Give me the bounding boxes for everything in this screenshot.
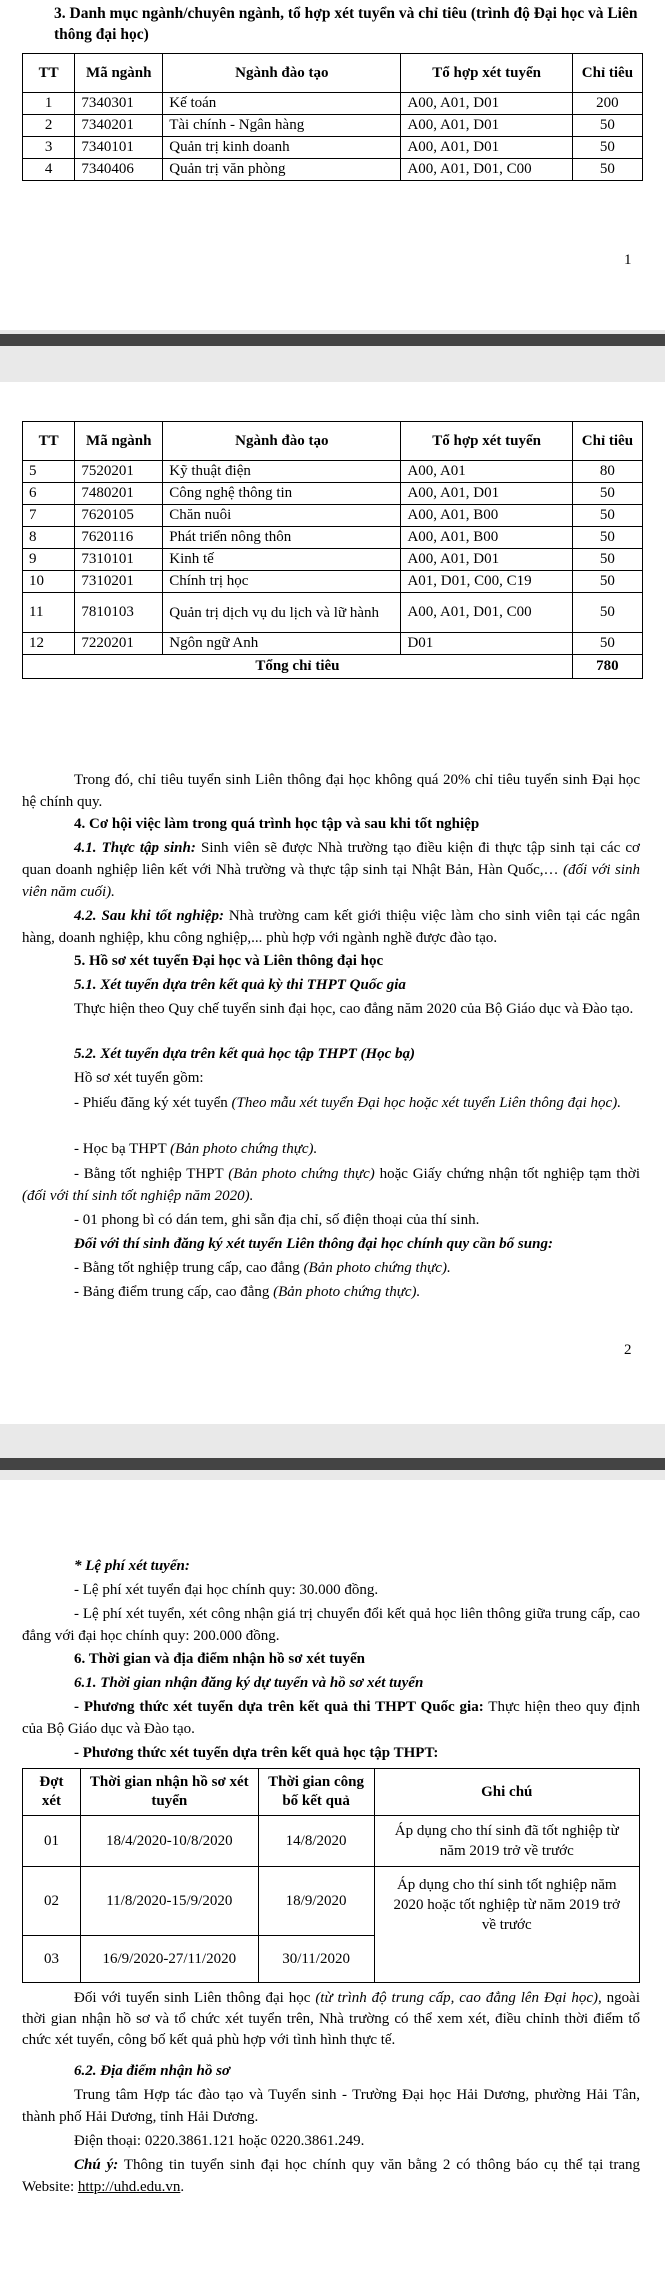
table-row xyxy=(23,93,643,115)
fee-title: * Lệ phí xét tuyển: xyxy=(74,1558,190,1574)
row-code: 7340101 xyxy=(75,137,163,159)
lien-thong-title: Đối với thí sinh đăng ký xét tuyển Liên thông đại học chính quy cần bổ sung: xyxy=(74,1236,553,1252)
majors-table-2 xyxy=(22,421,643,679)
row-major: Công nghệ thông tin xyxy=(163,483,401,505)
row-major: Chính trị học xyxy=(163,571,401,593)
section-5-2-intro: Hồ sơ xét tuyển gồm: xyxy=(74,1070,204,1086)
row-quota: 50 xyxy=(572,593,642,633)
col-chi-tieu: Chỉ tiêu xyxy=(572,54,642,93)
row-combo: A00, A01 xyxy=(401,461,572,483)
doc-item-3-italic-b: (đối với thí sinh tốt nghiệp năm 2020). xyxy=(22,1188,254,1204)
row-code: 7340406 xyxy=(75,159,163,181)
method-1-text: Thực hiện theo quy định của Bộ Giáo dục và Đào tạo. xyxy=(22,1699,640,1737)
row-quota: 50 xyxy=(572,115,642,137)
row-tt: 5 xyxy=(23,461,75,483)
row-major: Tài chính - Ngân hàng xyxy=(163,115,401,137)
col-ma-nganh: Mã ngành xyxy=(75,422,163,461)
doc-item-2 xyxy=(22,1138,640,1160)
row-combo: A00, A01, D01 xyxy=(401,137,572,159)
table-row xyxy=(23,633,643,655)
row-quota: 50 xyxy=(572,483,642,505)
row-code: 7520201 xyxy=(75,461,163,483)
row-combo: A00, A01, D01 xyxy=(401,549,572,571)
row-quota: 50 xyxy=(572,159,642,181)
col-chi-tieu: Chỉ tiêu xyxy=(572,422,642,461)
col-nganh: Ngành đào tạo xyxy=(163,422,401,461)
total-row xyxy=(23,655,643,679)
row-note: Áp dụng cho thí sinh đã tốt nghiệp từ năm 2019 trở về trước xyxy=(374,1816,639,1867)
section-3-heading: 3. Danh mục ngành/chuyên ngành, tổ hợp xét tuyển và chỉ tiêu (trình độ Đại học và Liên thông đại học) xyxy=(54,5,638,43)
quota-note xyxy=(22,769,640,813)
row-note: Áp dụng cho thí sinh tốt nghiệp năm 2020 hoặc tốt nghiệp từ năm 2019 trở về trước xyxy=(374,1867,639,1983)
chu-y-text: Thông tin tuyển sinh đại học chính quy văn bằng 2 có thông báo cụ thể tại trang Website: xyxy=(22,2157,640,2195)
section-4-2 xyxy=(22,905,640,949)
doc-item-3-text-b: hoặc Giấy chứng nhận tốt nghiệp tạm thời xyxy=(374,1166,641,1182)
row-major: Chăn nuôi xyxy=(163,505,401,527)
table-row xyxy=(23,571,643,593)
page-number: 2 xyxy=(624,1342,632,1358)
lt-item-1 xyxy=(22,1257,640,1279)
page-separator xyxy=(0,330,665,382)
lt-note-text-b: , ngoài thời gian nhận hồ sơ và tổ chức xét tuyển trên, Nhà trường có thể xem xét, điều chỉnh thời điểm tổ chức xét tuyển, công bố kết quả phù hợp với tình hình thực tế. xyxy=(22,1990,640,2048)
s41-text: Sinh viên sẽ được Nhà trường tạo điều kiện đi thực tập sinh tại các cơ quan doanh nghiệp liên kết với Nhà trường và thực tập sinh tại Nhật Bản, Hàn Quốc,… xyxy=(22,840,640,878)
doc-item-4: - 01 phong bì có dán tem, ghi sẵn địa chỉ, số điện thoại của thí sinh. xyxy=(74,1212,480,1228)
table-row xyxy=(23,115,643,137)
table-header-row xyxy=(23,422,643,461)
col-ghi-chu: Ghi chú xyxy=(374,1769,639,1816)
col-to-hop: Tổ hợp xét tuyển xyxy=(401,54,572,93)
row-code: 7810103 xyxy=(75,593,163,633)
doc-item-1-italic: (Theo mẫu xét tuyển Đại học hoặc xét tuyển Liên thông đại học). xyxy=(231,1095,621,1111)
row-round: 02 xyxy=(23,1867,81,1936)
s42-label: 4.2. Sau khi tốt nghiệp: xyxy=(74,908,224,924)
row-tt: 3 xyxy=(23,137,75,159)
table-row xyxy=(23,137,643,159)
row-tt: 6 xyxy=(23,483,75,505)
doc-item-2-italic: (Bản photo chứng thực). xyxy=(170,1141,318,1157)
row-quota: 200 xyxy=(572,93,642,115)
row-tt: 7 xyxy=(23,505,75,527)
row-receive-period: 11/8/2020-15/9/2020 xyxy=(80,1867,258,1936)
row-quota: 50 xyxy=(572,571,642,593)
row-code: 7310101 xyxy=(75,549,163,571)
section-4-title: 4. Cơ hội việc làm trong quá trình học tập và sau khi tốt nghiệp xyxy=(74,816,480,832)
section-5-1-text: Thực hiện theo Quy chế tuyển sinh đại học, cao đẳng năm 2020 của Bộ Giáo dục và Đào tạo. xyxy=(74,1001,634,1017)
row-major: Quản trị văn phòng xyxy=(163,159,401,181)
col-nganh: Ngành đào tạo xyxy=(163,54,401,93)
s41-label: 4.1. Thực tập sinh: xyxy=(74,840,196,856)
row-result-date: 18/9/2020 xyxy=(258,1867,374,1936)
lt-note-text-a: Đối với tuyển sinh Liên thông đại học xyxy=(74,1990,316,2006)
table-row xyxy=(23,593,643,633)
row-quota: 80 xyxy=(572,461,642,483)
row-combo: A00, A01, D01, C00 xyxy=(401,593,572,633)
row-result-date: 30/11/2020 xyxy=(258,1936,374,1983)
table-row xyxy=(23,505,643,527)
row-result-date: 14/8/2020 xyxy=(258,1816,374,1867)
row-quota: 50 xyxy=(572,137,642,159)
method-2-label: - Phương thức xét tuyển dựa trên kết quả học tập THPT: xyxy=(74,1745,439,1761)
row-major: Ngôn ngữ Anh xyxy=(163,633,401,655)
doc-item-1-text: - Phiếu đăng ký xét tuyển xyxy=(74,1095,232,1111)
doc-item-2-text: - Học bạ THPT xyxy=(74,1141,171,1157)
row-quota: 50 xyxy=(572,633,642,655)
schedule-row xyxy=(23,1816,640,1867)
col-thoi-gian-nhan: Thời gian nhận hồ sơ xét tuyển xyxy=(80,1769,258,1816)
row-major: Kỹ thuật điện xyxy=(163,461,401,483)
lt-note-italic: (từ trình độ trung cấp, cao đẳng lên Đại học) xyxy=(315,1990,599,2006)
row-tt: 2 xyxy=(23,115,75,137)
row-round: 03 xyxy=(23,1936,81,1983)
fee-item-2: - Lệ phí xét tuyển, xét công nhận giá trị chuyển đổi kết quả học liên thông giữa trung cấp, cao đẳng với đại học chính quy: 200.000 đồng. xyxy=(22,1606,640,1644)
row-tt: 1 xyxy=(23,93,75,115)
schedule-table xyxy=(22,1768,640,1983)
col-ma-nganh: Mã ngành xyxy=(75,54,163,93)
table-header-row xyxy=(23,54,643,93)
row-code: 7340301 xyxy=(75,93,163,115)
page-1 xyxy=(0,0,665,330)
col-tt: TT xyxy=(23,422,75,461)
row-code: 7620116 xyxy=(75,527,163,549)
row-major: Kế toán xyxy=(163,93,401,115)
address: Trung tâm Hợp tác đào tạo và Tuyển sinh - Trường Đại học Hải Dương, phường Hải Tân, thành phố Hải Dương, tỉnh Hải Dương. xyxy=(22,2087,640,2125)
row-code: 7220201 xyxy=(75,633,163,655)
row-combo: A00, A01, D01 xyxy=(401,93,572,115)
row-receive-period: 18/4/2020-10/8/2020 xyxy=(80,1816,258,1867)
section-6-1-title: 6.1. Thời gian nhận đăng ký dự tuyển và hồ sơ xét tuyển xyxy=(74,1675,424,1691)
row-quota: 50 xyxy=(572,527,642,549)
row-tt: 10 xyxy=(23,571,75,593)
page-separator xyxy=(0,1424,665,1480)
phone: Điện thoại: 0220.3861.121 hoặc 0220.3861.249. xyxy=(74,2133,365,2149)
row-combo: A00, A01, B00 xyxy=(401,527,572,549)
col-to-hop: Tổ hợp xét tuyển xyxy=(401,422,572,461)
s41-italic: (đối với sinh viên năm cuối). xyxy=(22,862,640,900)
row-major: Kinh tế xyxy=(163,549,401,571)
table-row xyxy=(23,483,643,505)
lt-item-2-text: - Bảng điểm trung cấp, cao đẳng xyxy=(74,1284,274,1300)
page-3 xyxy=(0,1480,665,2274)
schedule-row xyxy=(23,1867,640,1936)
section-6-2-title: 6.2. Địa điểm nhận hồ sơ xyxy=(74,2063,230,2079)
method-1 xyxy=(22,1696,640,1740)
doc-item-3 xyxy=(22,1163,640,1207)
row-receive-period: 16/9/2020-27/11/2020 xyxy=(80,1936,258,1983)
col-tt: TT xyxy=(23,54,75,93)
section-6-title: 6. Thời gian và địa điểm nhận hồ sơ xét tuyển xyxy=(74,1651,365,1667)
row-code: 7340201 xyxy=(75,115,163,137)
lt-item-1-italic: (Bản photo chứng thực). xyxy=(303,1260,451,1276)
total-value: 780 xyxy=(572,655,642,679)
doc-item-3-text: - Bằng tốt nghiệp THPT xyxy=(74,1166,229,1182)
row-code: 7620105 xyxy=(75,505,163,527)
page-2 xyxy=(0,382,665,1424)
row-tt: 8 xyxy=(23,527,75,549)
doc-item-1 xyxy=(22,1092,640,1114)
row-combo: A00, A01, D01, C00 xyxy=(401,159,572,181)
row-combo: A00, A01, D01 xyxy=(401,115,572,137)
row-major: Phát triển nông thôn xyxy=(163,527,401,549)
row-tt: 11 xyxy=(23,593,75,633)
row-combo: A01, D01, C00, C19 xyxy=(401,571,572,593)
section-5-2-title: 5.2. Xét tuyển dựa trên kết quả học tập THPT (Học bạ) xyxy=(74,1046,416,1062)
section-5-1-title: 5.1. Xét tuyển dựa trên kết quả kỳ thi THPT Quốc gia xyxy=(74,977,406,993)
table-row xyxy=(23,549,643,571)
row-combo: A00, A01, D01 xyxy=(401,483,572,505)
row-major: Quản trị kinh doanh xyxy=(163,137,401,159)
s42-text: Nhà trường cam kết giới thiệu việc làm cho sinh viên tại các ngân hàng, doanh nghiệp, khu công nghiệp,... phù hợp với ngành nghề được đào tạo. xyxy=(22,908,640,946)
note-chu-y xyxy=(22,2154,640,2198)
row-code: 7480201 xyxy=(75,483,163,505)
row-quota: 50 xyxy=(572,549,642,571)
method-1-label: - Phương thức xét tuyển dựa trên kết quả thi THPT Quốc gia: xyxy=(74,1699,484,1715)
table-row xyxy=(23,461,643,483)
col-cong-bo: Thời gian công bố kết quả xyxy=(258,1769,374,1816)
lt-item-2 xyxy=(22,1281,640,1303)
website-link[interactable]: http://uhd.edu.vn xyxy=(77,2179,181,2195)
section-4-1 xyxy=(22,837,640,903)
lt-item-2-italic: (Bản photo chứng thực). xyxy=(273,1284,421,1300)
chu-y-label: Chú ý: xyxy=(74,2157,119,2173)
table-row xyxy=(23,159,643,181)
page-number: 1 xyxy=(624,252,632,268)
row-tt: 9 xyxy=(23,549,75,571)
table-row xyxy=(23,527,643,549)
row-round: 01 xyxy=(23,1816,81,1867)
lien-thong-note xyxy=(22,1988,640,2051)
total-label: Tổng chỉ tiêu xyxy=(23,655,573,679)
fee-item-1: - Lệ phí xét tuyển đại học chính quy: 30.000 đồng. xyxy=(74,1582,379,1598)
row-combo: A00, A01, B00 xyxy=(401,505,572,527)
row-tt: 4 xyxy=(23,159,75,181)
row-tt: 12 xyxy=(23,633,75,655)
col-dot-xet: Đợt xét xyxy=(23,1769,81,1816)
schedule-header-row xyxy=(23,1769,640,1816)
majors-table-1 xyxy=(22,53,643,181)
row-code: 7310201 xyxy=(75,571,163,593)
doc-item-3-italic: (Bản photo chứng thực) xyxy=(228,1166,375,1182)
quota-note-text: Trong đó, chỉ tiêu tuyển sinh Liên thông đại học không quá 20% chỉ tiêu tuyển sinh Đại học hệ chính quy. xyxy=(22,772,640,810)
row-combo: D01 xyxy=(401,633,572,655)
row-quota: 50 xyxy=(572,505,642,527)
section-5-title: 5. Hồ sơ xét tuyển Đại học và Liên thông đại học xyxy=(74,953,384,969)
lt-item-1-text: - Bằng tốt nghiệp trung cấp, cao đẳng xyxy=(74,1260,304,1276)
row-major: Quản trị dịch vụ du lịch và lữ hành xyxy=(163,593,401,633)
chu-y-end: . xyxy=(180,2179,185,2195)
